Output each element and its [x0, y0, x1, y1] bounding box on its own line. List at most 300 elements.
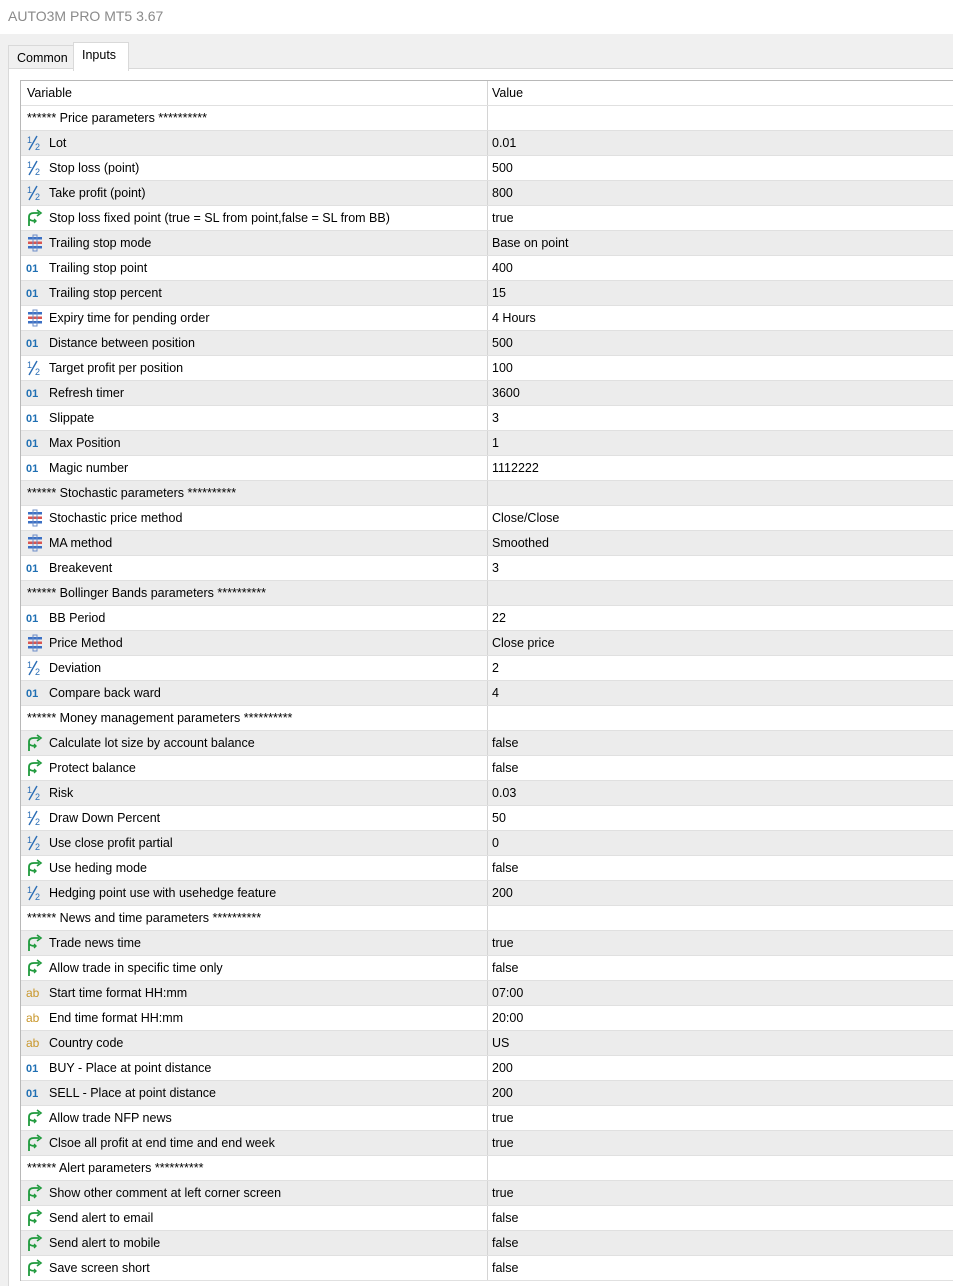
variable-cell[interactable] — [21, 881, 488, 905]
section-title: ****** Stochastic parameters ********** — [27, 486, 237, 500]
svg-text:01: 01 — [26, 1088, 39, 1100]
svg-text:2: 2 — [35, 892, 41, 902]
branch-arrow-icon — [26, 859, 44, 877]
input-row[interactable] — [21, 1006, 953, 1031]
value-cell[interactable] — [488, 956, 953, 980]
value-cell[interactable] — [488, 606, 953, 630]
input-row[interactable] — [21, 1231, 953, 1256]
value-cell[interactable] — [488, 331, 953, 355]
variable-name: MA method — [49, 536, 113, 550]
variable-value: 0 — [492, 836, 499, 850]
variable-value: true — [492, 936, 514, 950]
svg-text:01: 01 — [26, 263, 39, 275]
variable-name: BUY - Place at point distance — [49, 1061, 212, 1075]
variable-value: 400 — [492, 261, 513, 275]
variable-name: Expiry time for pending order — [49, 311, 210, 325]
value-cell[interactable] — [488, 1056, 953, 1080]
variable-cell[interactable] — [21, 206, 488, 230]
variable-value: true — [492, 1111, 514, 1125]
half-fraction-icon — [26, 884, 44, 902]
input-row[interactable] — [21, 631, 953, 656]
variable-name: Calculate lot size by account balance — [49, 736, 255, 750]
input-row[interactable] — [21, 206, 953, 231]
variable-name: Stochastic price method — [49, 511, 183, 525]
svg-text:1: 1 — [27, 835, 33, 845]
variable-cell[interactable] — [21, 931, 488, 955]
input-row[interactable] — [21, 306, 953, 331]
variable-name: BB Period — [49, 611, 106, 625]
variable-value: 200 — [492, 1086, 513, 1100]
input-row[interactable] — [21, 256, 953, 281]
input-row[interactable] — [21, 231, 953, 256]
variable-name: Compare back ward — [49, 686, 161, 700]
variable-cell[interactable] — [21, 856, 488, 880]
variable-name: Hedging point use with usehedge feature — [49, 886, 277, 900]
binary-icon — [26, 259, 44, 277]
svg-text:1: 1 — [27, 660, 33, 670]
variable-cell[interactable] — [21, 631, 488, 655]
input-row[interactable] — [21, 931, 953, 956]
branch-arrow-icon — [26, 1209, 44, 1227]
variable-name: SELL - Place at point distance — [49, 1086, 216, 1100]
variable-value: Close price — [492, 636, 555, 650]
input-row[interactable] — [21, 131, 953, 156]
binary-icon — [26, 409, 44, 427]
svg-text:2: 2 — [35, 792, 41, 802]
value-cell — [488, 906, 953, 930]
variable-name: Stop loss (point) — [49, 161, 140, 175]
variable-value: 3 — [492, 411, 499, 425]
input-row[interactable] — [21, 681, 953, 706]
svg-text:01: 01 — [26, 613, 39, 625]
section-title: ****** News and time parameters ********** — [27, 911, 262, 925]
value-cell[interactable] — [488, 131, 953, 155]
variable-cell[interactable] — [21, 181, 488, 205]
branch-arrow-icon — [26, 734, 44, 752]
input-row[interactable] — [21, 556, 953, 581]
value-cell[interactable] — [488, 181, 953, 205]
svg-text:1: 1 — [27, 135, 33, 145]
variable-name: Stop loss fixed point (true = SL from point,false = SL from BB) — [49, 211, 390, 225]
value-cell[interactable] — [488, 456, 953, 480]
variable-cell[interactable] — [21, 1206, 488, 1230]
string-ab-icon — [26, 1009, 44, 1027]
variable-value: 200 — [492, 1061, 513, 1075]
variable-value: 200 — [492, 886, 513, 900]
variable-cell[interactable] — [21, 1031, 488, 1055]
variable-cell[interactable] — [21, 531, 488, 555]
variable-value: Smoothed — [492, 536, 549, 550]
tab-inputs[interactable]: Inputs — [73, 42, 129, 71]
value-cell[interactable] — [488, 431, 953, 455]
input-row[interactable] — [21, 406, 953, 431]
svg-text:01: 01 — [26, 463, 39, 475]
svg-text:01: 01 — [26, 413, 39, 425]
variable-value: true — [492, 1136, 514, 1150]
half-fraction-icon — [26, 134, 44, 152]
value-cell[interactable] — [488, 1256, 953, 1280]
binary-icon — [26, 1059, 44, 1077]
svg-text:01: 01 — [26, 288, 39, 300]
variable-name: Deviation — [49, 661, 102, 675]
input-row[interactable] — [21, 331, 953, 356]
input-row[interactable] — [21, 756, 953, 781]
window-title: AUTO3M PRO MT5 3.67 — [8, 8, 164, 24]
value-cell — [488, 1156, 953, 1180]
variable-value: false — [492, 761, 519, 775]
section-row[interactable] — [21, 906, 953, 931]
value-cell[interactable] — [488, 881, 953, 905]
svg-text:2: 2 — [35, 192, 41, 202]
variable-value: 4 Hours — [492, 311, 536, 325]
variable-value: false — [492, 736, 519, 750]
variable-cell[interactable] — [21, 306, 488, 330]
variable-cell[interactable] — [21, 256, 488, 280]
svg-text:2: 2 — [35, 817, 41, 827]
input-row[interactable] — [21, 1056, 953, 1081]
value-cell[interactable] — [488, 1206, 953, 1230]
variable-cell[interactable] — [21, 1006, 488, 1030]
branch-arrow-icon — [26, 1184, 44, 1202]
variable-value: 500 — [492, 336, 513, 350]
input-row[interactable] — [21, 606, 953, 631]
variable-value: false — [492, 1211, 519, 1225]
svg-text:ab: ab — [26, 1011, 40, 1025]
variable-cell[interactable] — [21, 806, 488, 830]
binary-icon — [26, 684, 44, 702]
variable-name: Allow trade in specific time only — [49, 961, 223, 975]
variable-name: Trailing stop percent — [49, 286, 162, 300]
variable-cell[interactable] — [21, 956, 488, 980]
variable-name: Magic number — [49, 461, 129, 475]
section-title: ****** Bollinger Bands parameters ********** — [27, 586, 267, 600]
variable-cell[interactable] — [21, 431, 488, 455]
header-variable-label: Variable — [27, 86, 72, 100]
variable-name: Draw Down Percent — [49, 811, 161, 825]
input-row[interactable] — [21, 1206, 953, 1231]
value-cell[interactable] — [488, 1081, 953, 1105]
input-row[interactable] — [21, 956, 953, 981]
half-fraction-icon — [26, 659, 44, 677]
value-cell[interactable] — [488, 306, 953, 330]
variable-value: false — [492, 961, 519, 975]
value-cell[interactable] — [488, 806, 953, 830]
svg-text:1: 1 — [27, 185, 33, 195]
variable-value: false — [492, 1261, 519, 1275]
enum-list-icon — [26, 234, 44, 252]
binary-icon — [26, 459, 44, 477]
input-row[interactable] — [21, 781, 953, 806]
input-row[interactable] — [21, 456, 953, 481]
header-value-label: Value — [492, 86, 524, 100]
branch-arrow-icon — [26, 934, 44, 952]
variable-name: Breakevent — [49, 561, 113, 575]
input-row[interactable] — [21, 356, 953, 381]
value-cell — [488, 106, 953, 130]
binary-icon — [26, 334, 44, 352]
variable-value: US — [492, 1036, 510, 1050]
variable-name: Max Position — [49, 436, 121, 450]
variable-name: Target profit per position — [49, 361, 184, 375]
value-cell[interactable] — [488, 206, 953, 230]
variable-value: 50 — [492, 811, 506, 825]
svg-text:1: 1 — [27, 160, 33, 170]
value-cell[interactable] — [488, 1106, 953, 1130]
input-row[interactable] — [21, 656, 953, 681]
input-row[interactable] — [21, 881, 953, 906]
variable-cell[interactable] — [21, 331, 488, 355]
variable-cell[interactable] — [21, 731, 488, 755]
variable-cell[interactable] — [21, 831, 488, 855]
value-cell[interactable] — [488, 831, 953, 855]
value-cell[interactable] — [488, 1131, 953, 1155]
variable-name: Save screen short — [49, 1261, 150, 1275]
value-cell[interactable] — [488, 781, 953, 805]
variable-cell[interactable] — [21, 1231, 488, 1255]
variable-value: 800 — [492, 186, 513, 200]
svg-text:2: 2 — [35, 142, 41, 152]
branch-arrow-icon — [26, 1259, 44, 1277]
variable-cell[interactable] — [21, 1181, 488, 1205]
input-row[interactable] — [21, 731, 953, 756]
branch-arrow-icon — [26, 1134, 44, 1152]
variable-cell[interactable] — [21, 481, 488, 505]
value-cell[interactable] — [488, 406, 953, 430]
input-row[interactable] — [21, 281, 953, 306]
svg-text:1: 1 — [27, 360, 33, 370]
value-cell — [488, 581, 953, 605]
svg-text:1: 1 — [27, 810, 33, 820]
input-row[interactable] — [21, 531, 953, 556]
value-cell[interactable] — [488, 731, 953, 755]
header-value[interactable] — [488, 81, 953, 105]
half-fraction-icon — [26, 359, 44, 377]
variable-value: Base on point — [492, 236, 569, 250]
branch-arrow-icon — [26, 1234, 44, 1252]
variable-name: Trade news time — [49, 936, 141, 950]
value-cell[interactable] — [488, 256, 953, 280]
variable-value: 1 — [492, 436, 499, 450]
branch-arrow-icon — [26, 759, 44, 777]
value-cell[interactable] — [488, 856, 953, 880]
input-row[interactable] — [21, 156, 953, 181]
variable-value: false — [492, 861, 519, 875]
svg-text:1: 1 — [27, 885, 33, 895]
input-row[interactable] — [21, 431, 953, 456]
svg-text:2: 2 — [35, 667, 41, 677]
branch-arrow-icon — [26, 209, 44, 227]
input-row[interactable] — [21, 856, 953, 881]
variable-name: Distance between position — [49, 336, 195, 350]
input-row[interactable] — [21, 1106, 953, 1131]
variable-cell[interactable] — [21, 281, 488, 305]
variable-value: true — [492, 1186, 514, 1200]
branch-arrow-icon — [26, 959, 44, 977]
value-cell[interactable] — [488, 556, 953, 580]
binary-icon — [26, 609, 44, 627]
section-row[interactable] — [21, 106, 953, 131]
tab-common[interactable]: Common — [8, 45, 74, 70]
variable-cell[interactable] — [21, 156, 488, 180]
binary-icon — [26, 559, 44, 577]
variable-name: Refresh timer — [49, 386, 125, 400]
variable-name: Trailing stop point — [49, 261, 148, 275]
value-cell[interactable] — [488, 1006, 953, 1030]
variable-cell[interactable] — [21, 706, 488, 730]
variable-value: 2 — [492, 661, 499, 675]
variable-value: 1112222 — [492, 461, 539, 475]
half-fraction-icon — [26, 834, 44, 852]
value-cell[interactable] — [488, 656, 953, 680]
variable-value: 100 — [492, 361, 513, 375]
variable-value: 0.03 — [492, 786, 517, 800]
variable-cell[interactable] — [21, 131, 488, 155]
variable-name: Protect balance — [49, 761, 136, 775]
variable-name: Price Method — [49, 636, 123, 650]
section-title: ****** Price parameters ********** — [27, 111, 207, 125]
binary-icon — [26, 384, 44, 402]
input-row[interactable] — [21, 1081, 953, 1106]
variable-cell[interactable] — [21, 681, 488, 705]
variable-cell[interactable] — [21, 981, 488, 1005]
variable-cell[interactable] — [21, 456, 488, 480]
variable-cell[interactable] — [21, 1256, 488, 1280]
variable-value: 3600 — [492, 386, 520, 400]
table-header — [21, 81, 953, 106]
variable-value: 0.01 — [492, 136, 517, 150]
value-cell — [488, 481, 953, 505]
enum-list-icon — [26, 534, 44, 552]
input-row[interactable] — [21, 806, 953, 831]
input-row[interactable] — [21, 1256, 953, 1281]
variable-cell[interactable] — [21, 1106, 488, 1130]
variable-name: Trailing stop mode — [49, 236, 152, 250]
value-cell[interactable] — [488, 1031, 953, 1055]
variable-name: Risk — [49, 786, 74, 800]
variable-cell[interactable] — [21, 781, 488, 805]
svg-text:2: 2 — [35, 842, 41, 852]
variable-value: 500 — [492, 161, 513, 175]
svg-text:01: 01 — [26, 1063, 39, 1075]
variable-name: Send alert to mobile — [49, 1236, 161, 1250]
value-cell[interactable] — [488, 1231, 953, 1255]
input-row[interactable] — [21, 1181, 953, 1206]
value-cell[interactable] — [488, 356, 953, 380]
variable-value: 4 — [492, 686, 499, 700]
binary-icon — [26, 284, 44, 302]
value-cell[interactable] — [488, 281, 953, 305]
section-title: ****** Alert parameters ********** — [27, 1161, 204, 1175]
variable-name: Show other comment at left corner screen — [49, 1186, 282, 1200]
variable-cell[interactable] — [21, 1056, 488, 1080]
binary-icon — [26, 434, 44, 452]
variable-cell[interactable] — [21, 581, 488, 605]
variable-cell[interactable] — [21, 556, 488, 580]
enum-list-icon — [26, 509, 44, 527]
svg-text:01: 01 — [26, 338, 39, 350]
svg-text:2: 2 — [35, 167, 41, 177]
variable-cell[interactable] — [21, 1081, 488, 1105]
value-cell[interactable] — [488, 156, 953, 180]
input-row[interactable] — [21, 181, 953, 206]
variable-cell[interactable] — [21, 656, 488, 680]
section-title: ****** Money management parameters ********** — [27, 711, 293, 725]
half-fraction-icon — [26, 784, 44, 802]
inputs-table — [20, 80, 953, 1281]
header-variable[interactable] — [21, 81, 488, 105]
value-cell[interactable] — [488, 231, 953, 255]
svg-text:2: 2 — [35, 367, 41, 377]
variable-value: Close/Close — [492, 511, 560, 525]
value-cell[interactable] — [488, 681, 953, 705]
value-cell — [488, 706, 953, 730]
variable-cell[interactable] — [21, 1131, 488, 1155]
variable-cell[interactable] — [21, 906, 488, 930]
section-row[interactable] — [21, 581, 953, 606]
variable-value: 22 — [492, 611, 506, 625]
section-row[interactable] — [21, 481, 953, 506]
section-row[interactable] — [21, 1156, 953, 1181]
variable-cell[interactable] — [21, 606, 488, 630]
input-row[interactable] — [21, 1131, 953, 1156]
variable-name: Clsoe all profit at end time and end week — [49, 1136, 275, 1150]
value-cell[interactable] — [488, 1181, 953, 1205]
string-ab-icon — [26, 1034, 44, 1052]
variable-cell[interactable] — [21, 106, 488, 130]
input-row[interactable] — [21, 1031, 953, 1056]
variable-value: 07:00 — [492, 986, 524, 1000]
variable-cell[interactable] — [21, 406, 488, 430]
variable-value: true — [492, 211, 514, 225]
value-cell[interactable] — [488, 981, 953, 1005]
half-fraction-icon — [26, 159, 44, 177]
variable-cell[interactable] — [21, 756, 488, 780]
input-row[interactable] — [21, 831, 953, 856]
variable-name: Country code — [49, 1036, 124, 1050]
variable-cell[interactable] — [21, 356, 488, 380]
enum-list-icon — [26, 634, 44, 652]
variable-cell[interactable] — [21, 381, 488, 405]
value-cell[interactable] — [488, 531, 953, 555]
section-row[interactable] — [21, 706, 953, 731]
variable-value: 15 — [492, 286, 506, 300]
title-bar — [0, 0, 953, 34]
variable-name: Allow trade NFP news — [49, 1111, 172, 1125]
input-row[interactable] — [21, 981, 953, 1006]
binary-icon — [26, 1084, 44, 1102]
variable-cell[interactable] — [21, 1156, 488, 1180]
svg-text:01: 01 — [26, 688, 39, 700]
variable-cell[interactable] — [21, 506, 488, 530]
variable-cell[interactable] — [21, 231, 488, 255]
value-cell[interactable] — [488, 756, 953, 780]
half-fraction-icon — [26, 184, 44, 202]
tab-strip — [0, 34, 953, 70]
variable-name: Lot — [49, 136, 67, 150]
value-cell[interactable] — [488, 506, 953, 530]
value-cell[interactable] — [488, 631, 953, 655]
variable-value: 20:00 — [492, 1011, 524, 1025]
svg-text:ab: ab — [26, 986, 40, 1000]
half-fraction-icon — [26, 809, 44, 827]
variable-value: 3 — [492, 561, 499, 575]
input-row[interactable] — [21, 506, 953, 531]
variable-value: false — [492, 1236, 519, 1250]
value-cell[interactable] — [488, 381, 953, 405]
svg-text:01: 01 — [26, 438, 39, 450]
input-row[interactable] — [21, 381, 953, 406]
value-cell[interactable] — [488, 931, 953, 955]
